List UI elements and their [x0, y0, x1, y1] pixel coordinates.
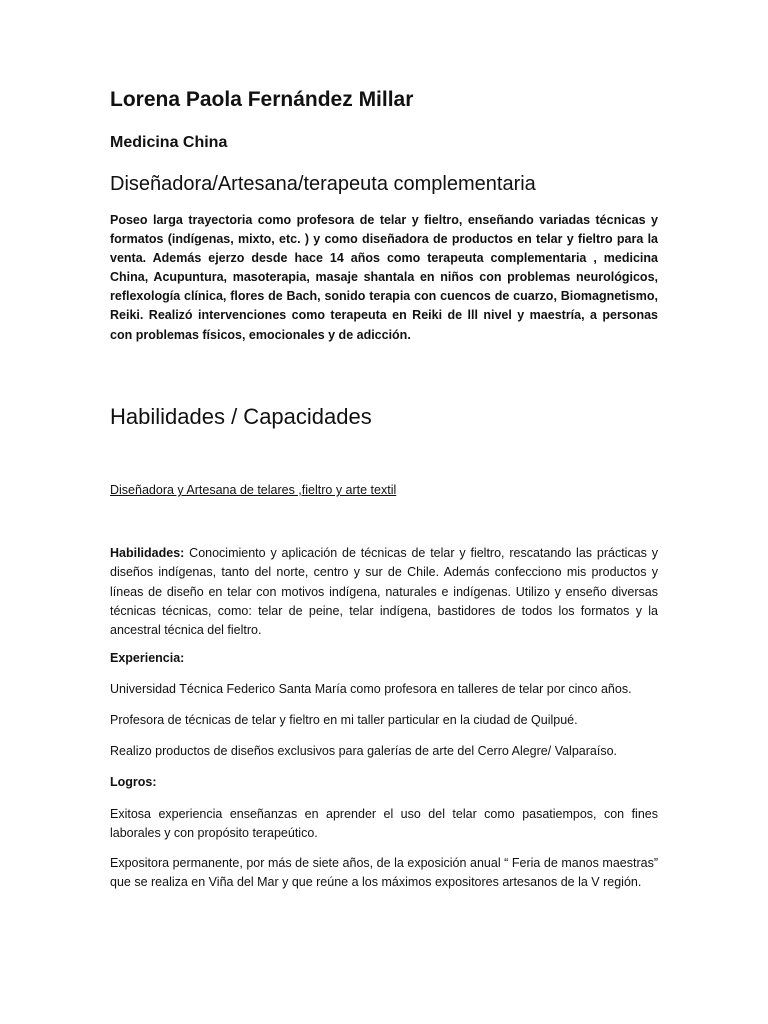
logros-item: Expositora permanente, por más de siete años, de la exposición anual “ Feria de manos maestras” que se realiza en Viña del Mar y que reúne a los máximos expositores artesanos de la V región. [110, 856, 658, 890]
experiencia-item: Profesora de técnicas de telar y fieltro en mi taller particular en la ciudad de Quilpué. [110, 713, 578, 727]
habilidades-text: Conocimiento y aplicación de técnicas de telar y fieltro, rescatando las prácticas y diseños indígenas, tanto del norte, centro y sur de Chile. Además confecciono mis productos y líneas de diseño en telar con motivos indígena, naturales e indígenas. Utilizo y enseño diversas técnicas técnicas, como: telar de peine, telar indígena, bastidores de todos los formatos y la ancestral técnica del fieltro. [110, 546, 658, 638]
experiencia-item: Realizo productos de diseños exclusivos para galerías de arte del Cerro Alegre/ Valparaíso. [110, 744, 617, 758]
subsection-heading: Diseñadora y Artesana de telares ,fieltro y arte textil [110, 483, 397, 497]
habilidades-label: Habilidades: [110, 546, 185, 560]
experiencia-item: Universidad Técnica Federico Santa María como profesora en talleres de telar por cinco años. [110, 682, 632, 696]
habilidades-paragraph [110, 544, 658, 640]
logros-label: Logros: [110, 775, 157, 789]
role-heading: Diseñadora/Artesana/terapeuta complementaria [110, 173, 536, 195]
experiencia-label: Experiencia: [110, 651, 185, 665]
intro-paragraph: Poseo larga trayectoria como profesora de telar y fieltro, enseñando variadas técnicas y formatos (indígenas, mixto, etc. ) y como diseñadora de productos en telar y fieltro para la venta. Además ejerzo desde hace 14 años como terapeuta complementaria , medicina China, Acupuntura, masoterapia, masaje shantala en niños con problemas neurológicos, reflexología clínica, flores de Bach, sonido terapia con cuencos de cuarzo, Biomagnetismo, Reiki. Realizó intervenciones como terapeuta en Reiki de lll nivel y maestría, a personas con problemas físicos, emocionales y de adicción. [110, 213, 658, 342]
specialty-heading: Medicina China [110, 134, 228, 151]
person-name: Lorena Paola Fernández Millar [110, 88, 414, 111]
logros-item: Exitosa experiencia enseñanzas en aprender el uso del telar como pasatiempos, con fines laborales y con propósito terapeútico. [110, 807, 658, 841]
skills-section-title: Habilidades / Capacidades [110, 404, 372, 429]
